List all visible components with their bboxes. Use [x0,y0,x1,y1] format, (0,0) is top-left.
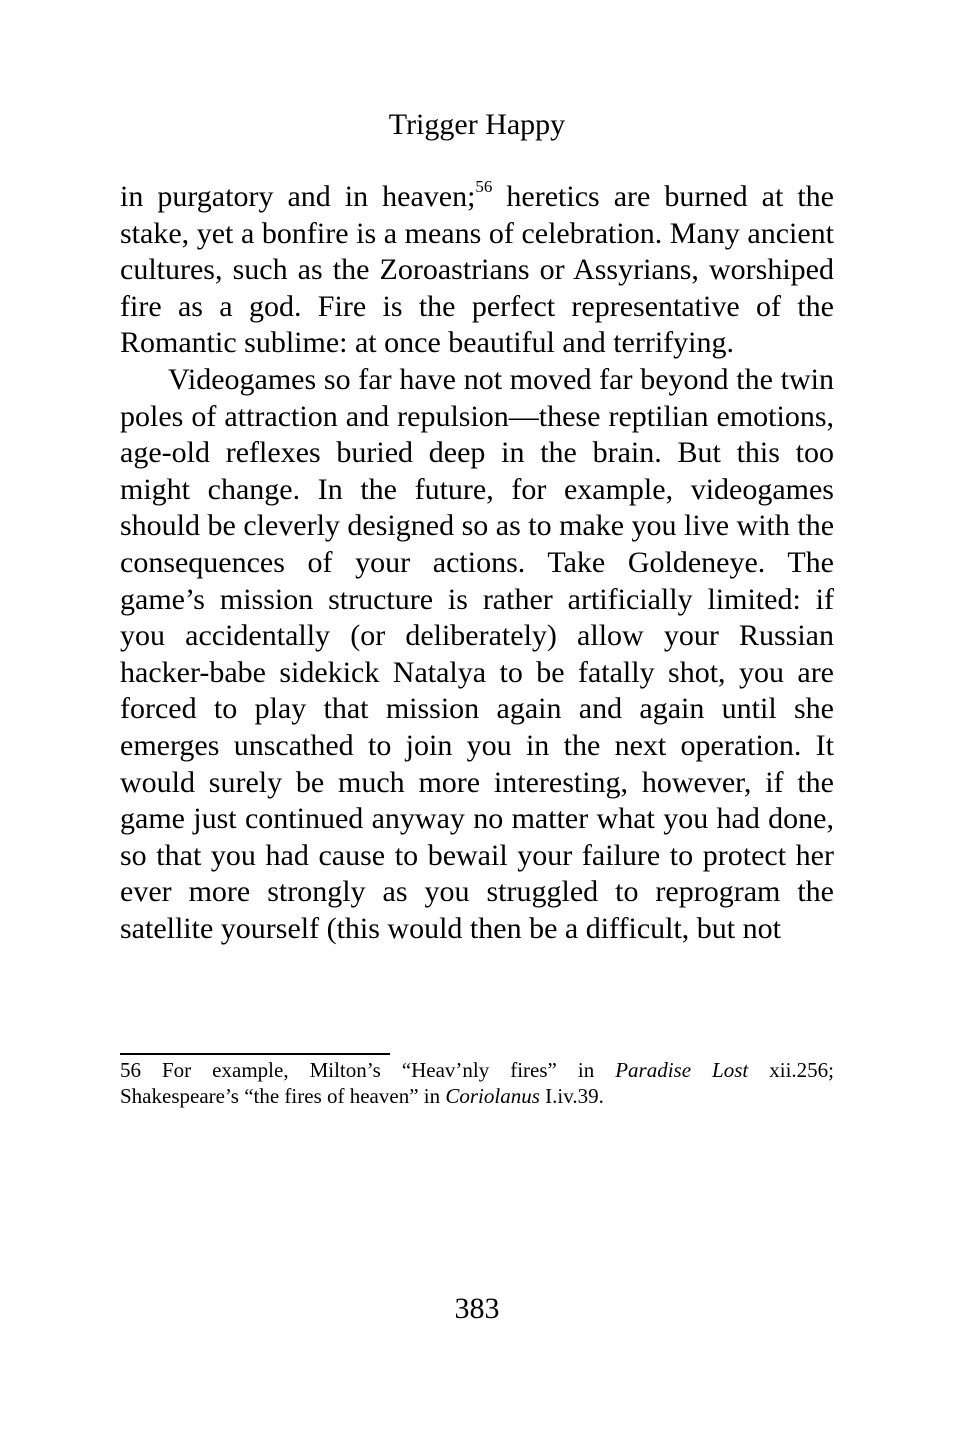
paragraph-2: Videogames so far have not moved far beyond the twin poles of attraction and repulsion—these reptilian emotions, age-old reflexes buried deep in the brain. But this too might change. In the future, for example, videogames should be cleverly designed so as to make you live with the consequences of your actions. Take Goldeneye. The game’s mission structure is rather artificially limited: if you accidentally (or deliberately) allow your Russian hacker-babe sidekick Natalya to be fatally shot, you are forced to play that mission again and again until she emerges unscathed to join you in the next operation. It would surely be much more interesting, however, if the game just continued anyway no matter what you had done, so that you had cause to bewail your failure to protect her ever more strongly as you struggled to reprogram the satellite yourself (this would then be a difficult, but not [120,362,835,945]
running-head: Trigger Happy [388,108,566,141]
footnote-text: xii.256; [748,1058,834,1082]
footnote-text: Shakespeare’s “the fires of heaven” in [120,1084,446,1108]
footnote-text: I.iv.39. [539,1084,604,1108]
paragraph-1-text-start: in purgatory and in heaven; [120,180,476,213]
footnote-title: Coriolanus [445,1084,540,1108]
page-number: 383 [454,1292,500,1325]
footnote [120,1057,834,1109]
footnote-text: 56 For example, Milton’s “Heav’nly fires” in [120,1058,616,1082]
footnote-title: Paradise Lost [615,1058,749,1082]
footnote-line-1 [120,1057,834,1083]
footnote-separator [120,1053,390,1055]
paragraph-1 [120,179,834,362]
paragraph-1-text-end: heretics are burned at the stake, yet a bonfire is a means of celebration. Many ancient cultures, such as the Zoroastrians or Assyrians, worshiped fire as a god. Fire is the perfect representative of the Romantic sublime: at once beautiful and terrifying. [120,180,835,360]
body-text [120,179,834,947]
footnote-reference[interactable]: 56 [475,177,493,196]
footnote-line-2 [120,1083,834,1109]
